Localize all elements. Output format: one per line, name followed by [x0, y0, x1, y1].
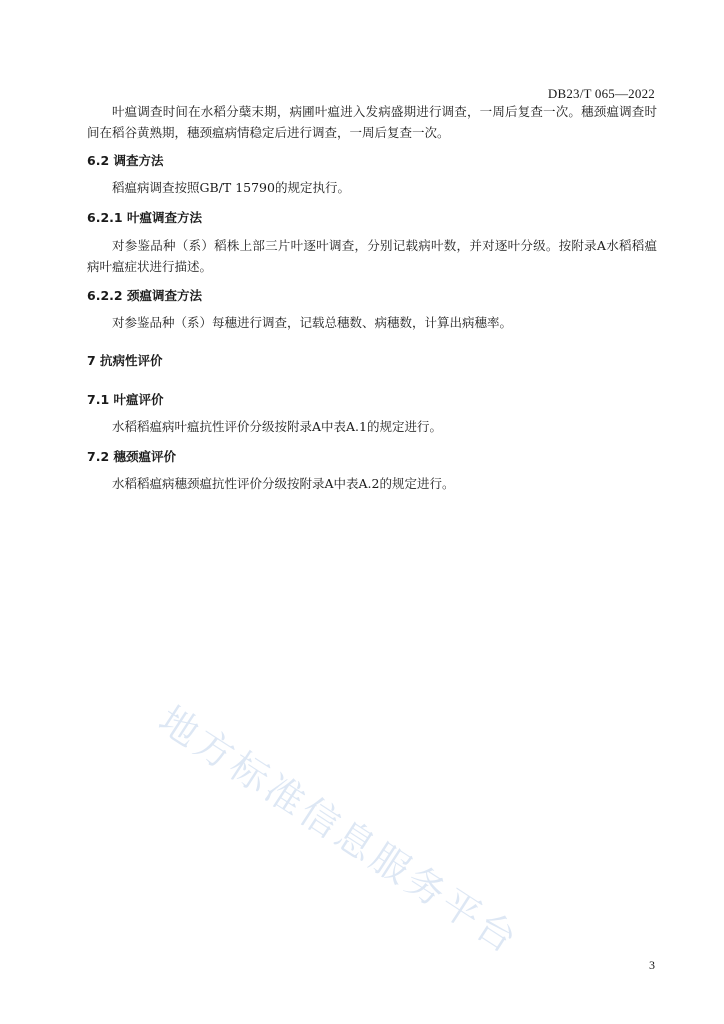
watermark: 地方标准信息服务平台: [151, 697, 528, 964]
heading-6-2-1: 6.2.1 叶瘟调查方法: [87, 210, 202, 225]
heading-6-2: 6.2 调查方法: [87, 153, 164, 168]
heading-7-2: 7.2 穗颈瘟评价: [87, 449, 176, 464]
heading-7: 7 抗病性评价: [87, 353, 163, 368]
paragraph-6-2-1: 对参鉴品种（系）稻株上部三片叶逐叶调查，分别记载病叶数，并对逐叶分级。按附录A水稻稻瘟病叶瘟症状进行描述。: [87, 238, 657, 274]
paragraph-survey-timing: 叶瘟调查时间在水稻分蘖末期，病圃叶瘟进入发病盛期进行调查，一周后复查一次。穗颈瘟调查时间在稻谷黄熟期，穗颈瘟病情稳定后进行调查，一周后复查一次。: [87, 104, 657, 140]
heading-7-1: 7.1 叶瘟评价: [87, 392, 164, 407]
paragraph-6-2-2: 对参鉴品种（系）每穗进行调查，记载总穗数、病穗数，计算出病穗率。: [112, 315, 513, 330]
paragraph-7-2: 水稻稻瘟病穗颈瘟抗性评价分级按附录A中表A.2的规定进行。: [112, 476, 455, 491]
standard-code: DB23/T 065—2022: [547, 86, 655, 101]
paragraph-6-2: 稻瘟病调查按照GB/T 15790的规定执行。: [112, 180, 350, 195]
page-number: 3: [649, 958, 655, 972]
paragraph-7-1: 水稻稻瘟病叶瘟抗性评价分级按附录A中表A.1的规定进行。: [112, 419, 442, 434]
heading-6-2-2: 6.2.2 颈瘟调查方法: [87, 288, 202, 303]
